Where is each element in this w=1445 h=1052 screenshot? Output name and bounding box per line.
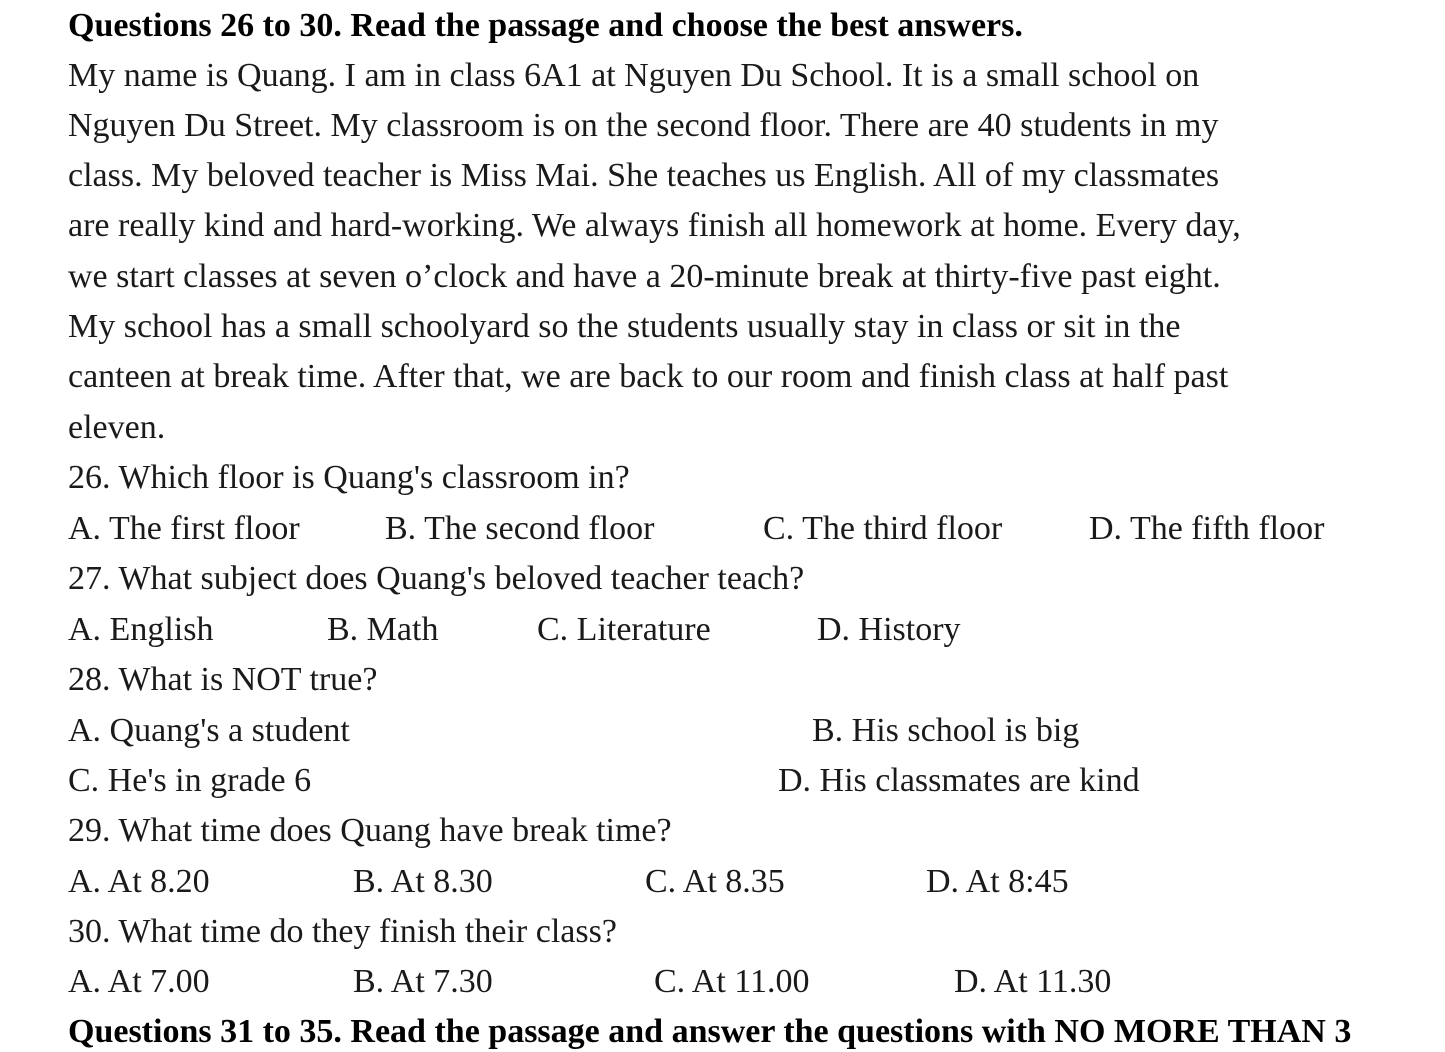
option-d[interactable]: D. At 11.30: [954, 963, 1112, 1000]
question-text: 28. What is NOT true?: [68, 661, 378, 698]
option-d[interactable]: D. At 8:45: [926, 863, 1069, 900]
option-a[interactable]: A. English: [68, 611, 214, 648]
option-b[interactable]: B. His school is big: [812, 712, 1080, 749]
option-c[interactable]: C. The third floor: [763, 510, 1003, 547]
option-a[interactable]: A. The first floor: [68, 510, 300, 547]
passage-line: canteen at break time. After that, we are back to our room and finish class at half past: [68, 358, 1229, 395]
option-b[interactable]: B. At 8.30: [353, 863, 493, 900]
passage-line: My name is Quang. I am in class 6A1 at Nguyen Du School. It is a small school on: [68, 57, 1200, 94]
question-text: 29. What time does Quang have break time?: [68, 812, 672, 849]
question-text: 30. What time do they finish their class?: [68, 913, 617, 950]
option-d[interactable]: D. The fifth floor: [1089, 510, 1325, 547]
option-b[interactable]: B. The second floor: [385, 510, 655, 547]
option-c[interactable]: C. At 8.35: [645, 863, 785, 900]
passage-line: eleven.: [68, 409, 166, 446]
option-b[interactable]: B. At 7.30: [353, 963, 493, 1000]
option-b[interactable]: B. Math: [327, 611, 439, 648]
passage-line: My school has a small schoolyard so the students usually stay in class or sit in the: [68, 308, 1181, 345]
passage-line: we start classes at seven o’clock and have a 20-minute break at thirty-five past eight.: [68, 258, 1221, 295]
option-d[interactable]: D. His classmates are kind: [778, 762, 1140, 799]
next-section-heading-cropped: Questions 31 to 35. Read the passage and answer the questions with NO MORE THAN 3: [68, 1013, 1352, 1050]
option-c[interactable]: C. Literature: [537, 611, 711, 648]
option-a[interactable]: A. At 7.00: [68, 963, 210, 1000]
option-a[interactable]: A. Quang's a student: [68, 712, 350, 749]
section-heading: Questions 26 to 30. Read the passage and choose the best answers.: [68, 7, 1023, 44]
passage-line: Nguyen Du Street. My classroom is on the second floor. There are 40 students in my: [68, 107, 1219, 144]
option-a[interactable]: A. At 8.20: [68, 863, 210, 900]
option-d[interactable]: D. History: [817, 611, 961, 648]
option-c[interactable]: C. He's in grade 6: [68, 762, 312, 799]
option-c[interactable]: C. At 11.00: [654, 963, 810, 1000]
question-text: 27. What subject does Quang's beloved teacher teach?: [68, 560, 805, 597]
passage-line: are really kind and hard-working. We always finish all homework at home. Every day,: [68, 207, 1241, 244]
passage-line: class. My beloved teacher is Miss Mai. She teaches us English. All of my classmates: [68, 157, 1220, 194]
question-text: 26. Which floor is Quang's classroom in?: [68, 459, 630, 496]
